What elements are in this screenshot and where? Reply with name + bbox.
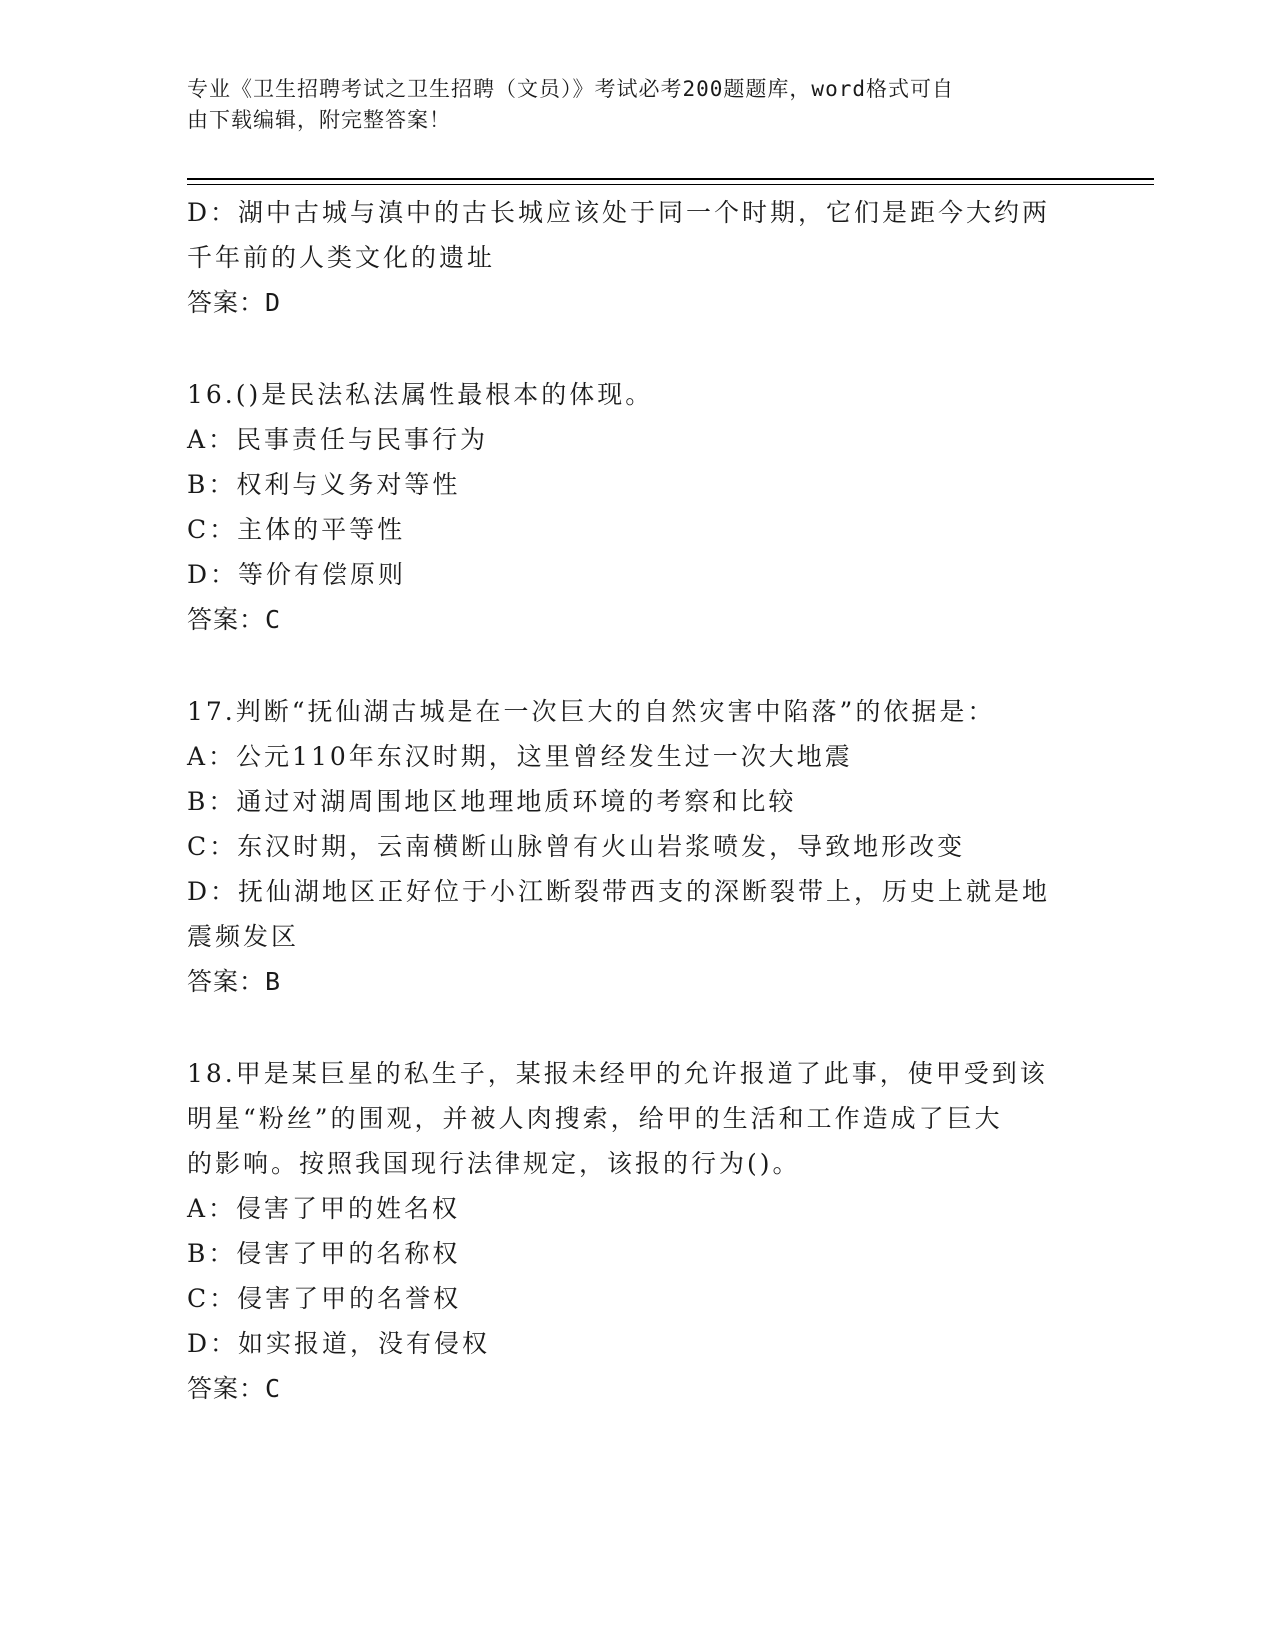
question-stem: 16.()是民法私法属性最根本的体现。 <box>187 380 654 409</box>
question-stem-line-1: 18.甲是某巨星的私生子，某报未经甲的允许报道了此事，使甲受到该 <box>187 1059 1048 1088</box>
answer-label: 答案： <box>187 967 266 996</box>
option-d: D：如实报道，没有侵权 <box>187 1329 491 1358</box>
option-b: B：侵害了甲的名称权 <box>187 1239 461 1268</box>
answer-line <box>187 597 1087 642</box>
question-stem-line-3: 的影响。按照我国现行法律规定，该报的行为()。 <box>187 1149 801 1178</box>
answer-label: 答案： <box>187 288 266 317</box>
option-a: A：民事责任与民事行为 <box>187 425 489 454</box>
answer-value: C <box>265 605 282 634</box>
option-d: D：等价有偿原则 <box>187 560 407 589</box>
question-block-16 <box>187 372 1087 642</box>
answer-label: 答案： <box>187 605 266 634</box>
option-b: B：权利与义务对等性 <box>187 470 461 499</box>
answer-value: D <box>265 288 282 317</box>
header-line-1: 专业《卫生招聘考试之卫生招聘（文员）》考试必考200题题库，word格式可自 <box>187 77 954 101</box>
option-d-line-2: 千年前的人类文化的遗址 <box>187 243 496 272</box>
header-divider-thick <box>187 178 1154 180</box>
answer-line <box>187 280 1087 325</box>
option-d-line-1: D：抚仙湖地区正好位于小江断裂带西支的深断裂带上，历史上就是地 <box>187 877 1051 906</box>
answer-value: B <box>265 967 282 996</box>
question-stem-line-2: 明星“粉丝”的围观，并被人肉搜索，给甲的生活和工作造成了巨大 <box>187 1104 1003 1133</box>
option-c: C：侵害了甲的名誉权 <box>187 1284 462 1313</box>
question-block-18 <box>187 1051 1087 1411</box>
question-list <box>187 190 1087 1411</box>
answer-line <box>187 1366 1087 1411</box>
question-stem: 17.判断“抚仙湖古城是在一次巨大的自然灾害中陷落”的依据是： <box>187 697 996 726</box>
option-c: C：主体的平等性 <box>187 515 406 544</box>
option-c: C：东汉时期，云南横断山脉曾有火山岩浆喷发，导致地形改变 <box>187 832 966 861</box>
question-block-17 <box>187 689 1087 1004</box>
option-d-line-1: D：湖中古城与滇中的古长城应该处于同一个时期，它们是距今大约两 <box>187 198 1051 227</box>
answer-value: C <box>265 1374 282 1403</box>
option-b: B：通过对湖周围地区地理地质环境的考察和比较 <box>187 787 797 816</box>
header-line-2: 由下载编辑，附完整答案！ <box>187 108 451 132</box>
question-block-15 <box>187 190 1087 325</box>
document-header <box>187 74 1077 136</box>
option-d-line-2: 震频发区 <box>187 922 300 951</box>
option-a: A：公元110年东汉时期，这里曾经发生过一次大地震 <box>187 742 853 771</box>
answer-line <box>187 959 1087 1004</box>
option-a: A：侵害了甲的姓名权 <box>187 1194 461 1223</box>
header-divider-thin <box>187 184 1154 185</box>
answer-label: 答案： <box>187 1374 266 1403</box>
